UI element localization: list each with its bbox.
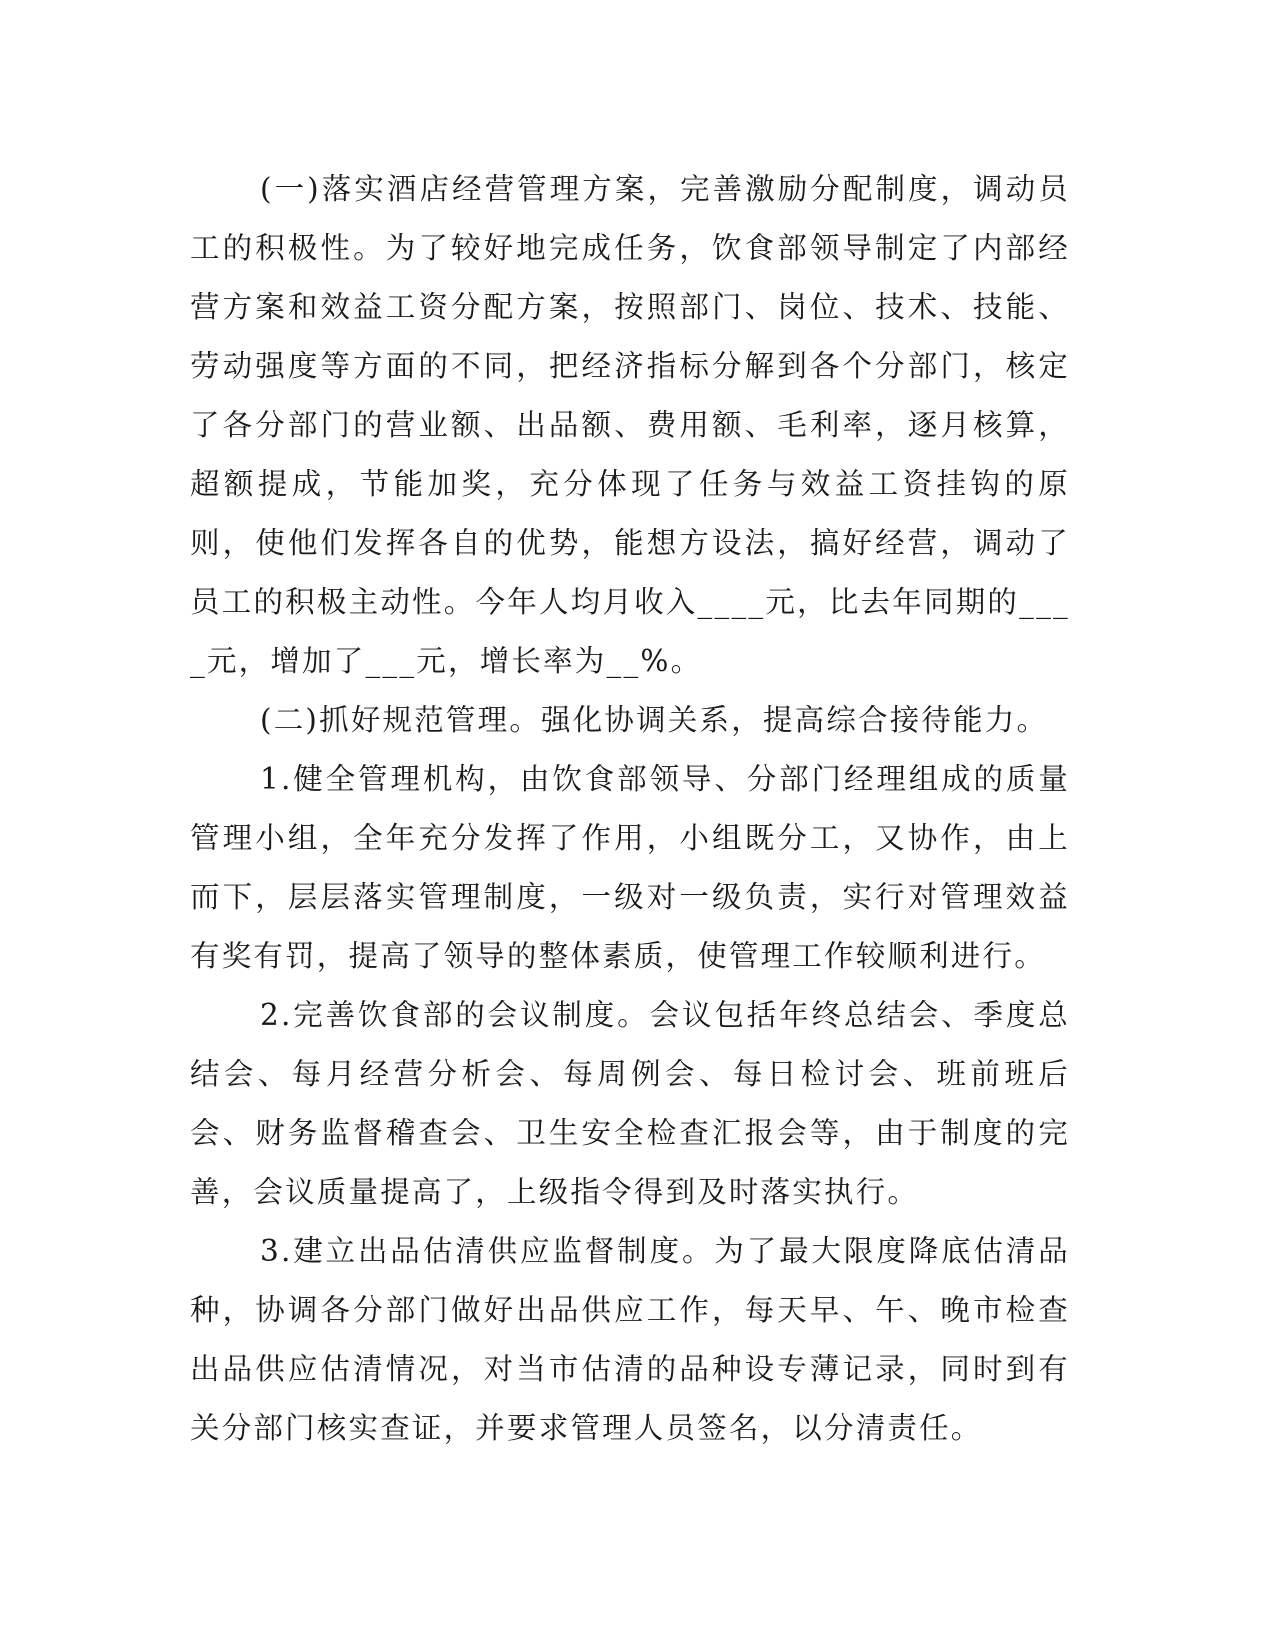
paragraph-section-two-heading: (二)抓好规范管理。强化协调关系，提高综合接待能力。 — [260, 703, 1049, 737]
paragraph-item-3: 3.建立出品估清供应监督制度。为了最大限度降底估清品种，协调各分部门做好出品供应工作，每天早、午、晚市检查出品供应估清情况，对当市估清的品种设专薄记录，同时到有关分部门核实查证，并要求管理人员签名，以分清责任。 — [190, 1234, 1070, 1445]
paragraph-item-2: 2.完善饮食部的会议制度。会议包括年终总结会、季度总结会、每月经营分析会、每周例会、每日检讨会、班前班后会、财务监督稽查会、卫生安全检查汇报会等，由于制度的完善，会议质量提高了，上级指令得到及时落实执行。 — [190, 998, 1070, 1209]
paragraph-item-1: 1.健全管理机构，由饮食部领导、分部门经理组成的质量管理小组，全年充分发挥了作用，小组既分工，又协作，由上而下，层层落实管理制度，一级对一级负责，实行对管理效益有奖有罚，提高了领导的整体素质，使管理工作较顺利进行。 — [190, 762, 1070, 973]
paragraph-section-one: (一)落实酒店经营管理方案，完善激励分配制度，调动员工的积极性。为了较好地完成任务，饮食部领导制定了内部经营方案和效益工资分配方案，按照部门、岗位、技术、技能、劳动强度等方面的不同，把经济指标分解到各个分部门，核定了各分部门的营业额、出品额、费用额、毛利率，逐月核算，超额提成，节能加奖，充分体现了任务与效益工资挂钩的原则，使他们发挥各自的优势，能想方设法，搞好经营，调动了员工的积极主动性。今年人均月收入____元，比去年同期的____元，增加了___元，增长率为__%。 — [190, 172, 1070, 678]
document-body — [190, 160, 1070, 1458]
